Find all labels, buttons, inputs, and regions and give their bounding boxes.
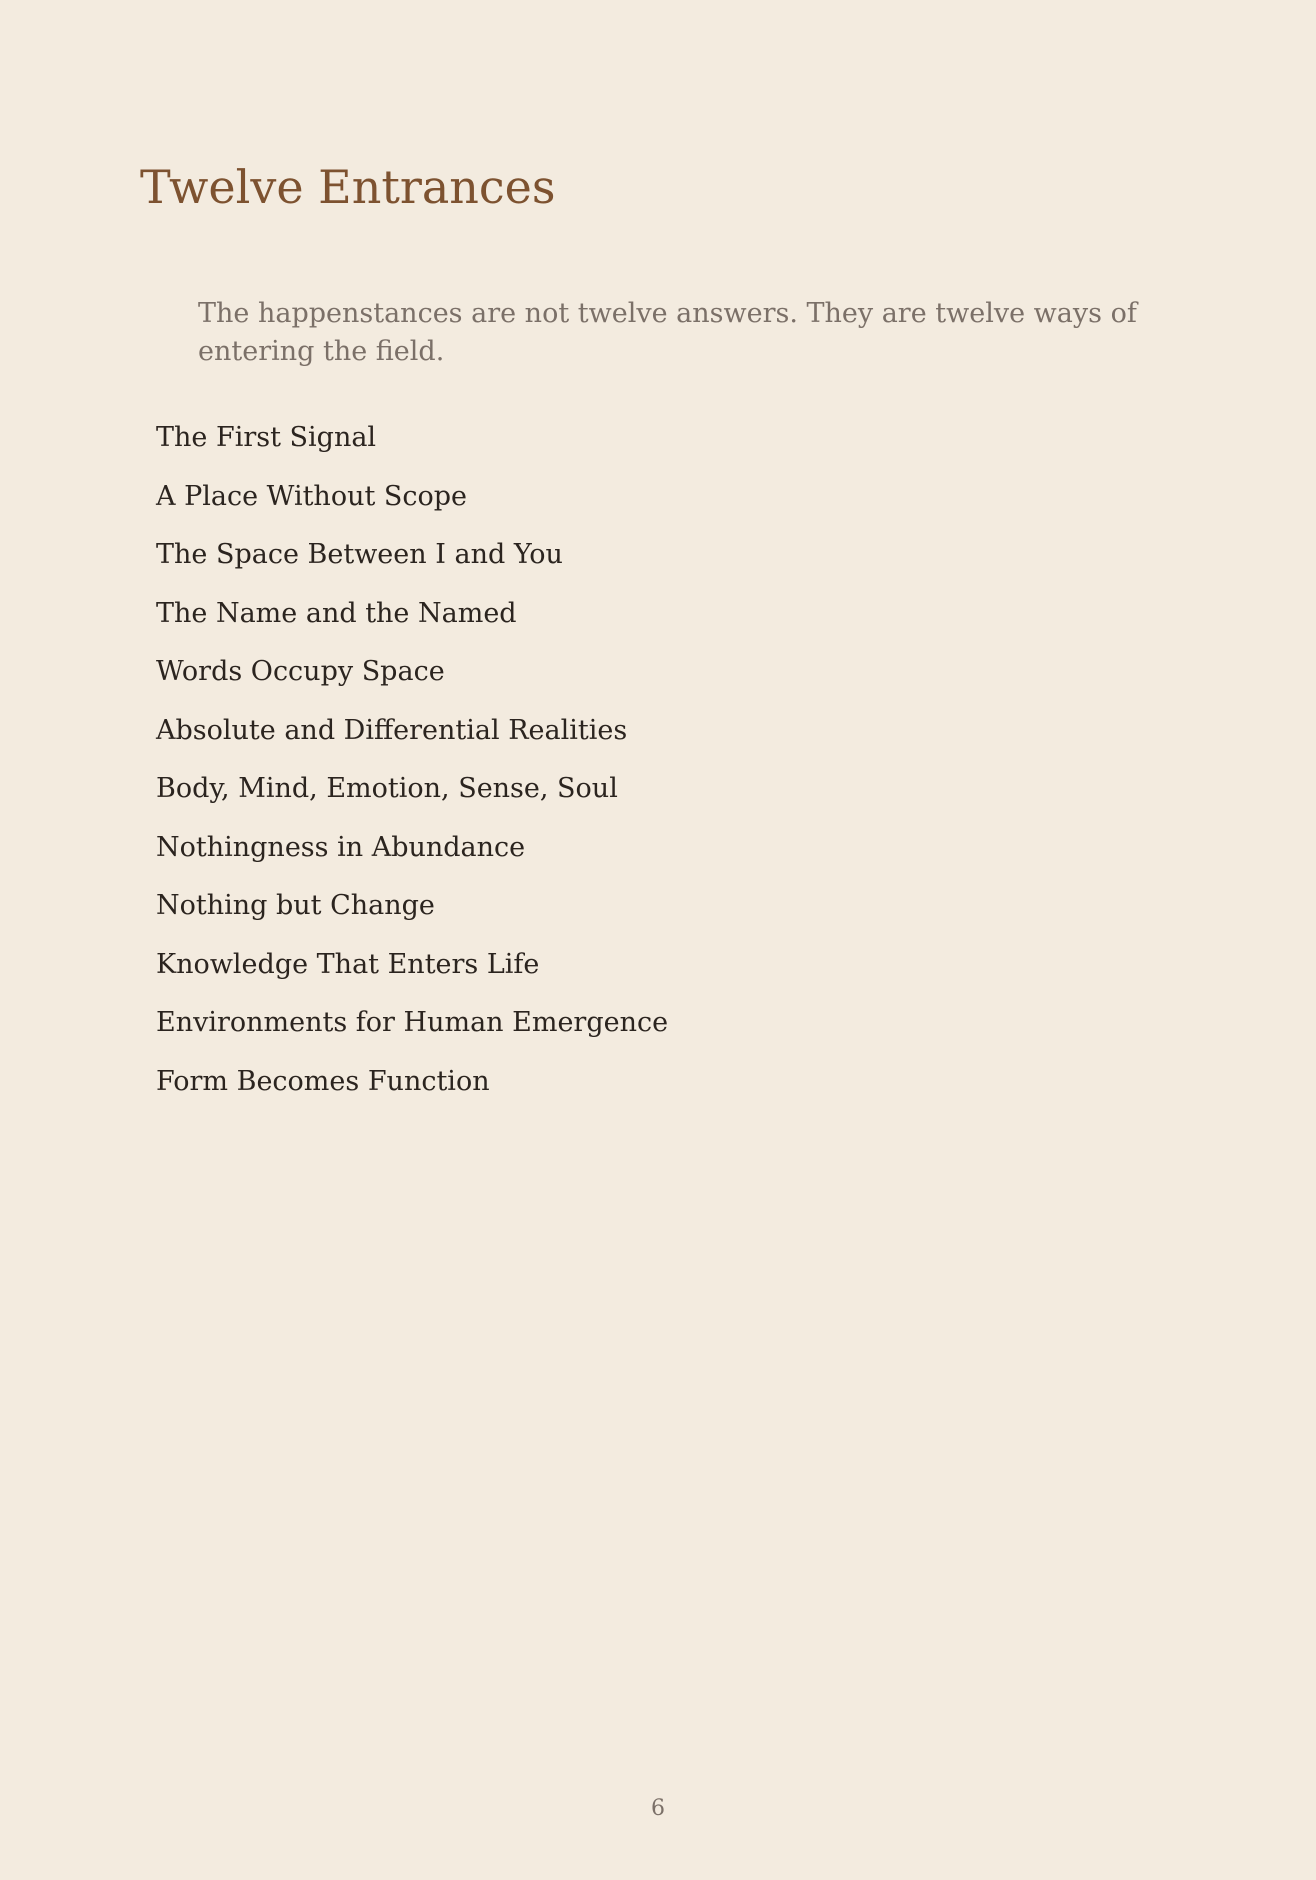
page-title: Twelve Entrances bbox=[140, 160, 556, 214]
contents-entry: A Place Without Scope bbox=[156, 480, 468, 512]
contents-entry: Form Becomes Function bbox=[156, 1065, 490, 1097]
contents-list bbox=[156, 420, 668, 1122]
page-number: 6 bbox=[651, 1796, 665, 1821]
contents-entry: Nothing but Change bbox=[156, 890, 435, 921]
contents-entry: Knowledge That Enters Life bbox=[156, 948, 540, 980]
contents-entry: The Space Between I and You bbox=[156, 539, 563, 570]
epigraph: The happenstances are not twelve answers. They are twelve ways of entering the field. bbox=[198, 298, 1137, 367]
contents-entry: The First Signal bbox=[156, 422, 377, 453]
contents-entry: Words Occupy Space bbox=[156, 656, 445, 687]
contents-entry: Nothingness in Abundance bbox=[156, 831, 526, 863]
contents-entry: Body, Mind, Emotion, Sense, Soul bbox=[156, 773, 618, 804]
contents-entry: The Name and the Named bbox=[156, 597, 517, 629]
contents-entry: Environments for Human Emergence bbox=[156, 1007, 669, 1038]
contents-entry: Absolute and Differential Realities bbox=[156, 714, 628, 746]
